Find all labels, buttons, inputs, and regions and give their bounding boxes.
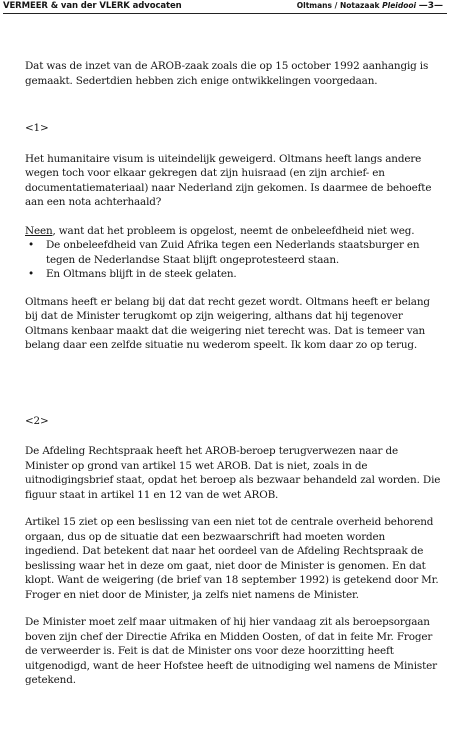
neen-underlined: Neen bbox=[25, 224, 53, 237]
paragraph-afdeling: De Afdeling Rechtspraak heeft het AROB-beroep terugverwezen naar de Minister op grond van artikel 15 wet AROB. Dat is niet, zoals in de uitnodigingsbrief staat, opdat het beroep als bezwaar behandeld zal worden. Die figuur staat in artikel 11 en 12 van de wet AROB. bbox=[25, 445, 441, 501]
bullet-icon: • bbox=[28, 268, 34, 280]
page-header bbox=[3, 1, 447, 13]
section-marker-2: <2> bbox=[25, 414, 49, 427]
paragraph-minister: De Minister moet zelf maar uitmaken of hij hier vandaag zit als beroepsorgaan boven zijn chef der Directie Afrika en Midden Oosten, of dat in feite Mr. Froger de verweerder is. Feit is dat de Minister ons voor deze hoorzitting heeft uitgenodigd, want de heer Hofstee heeft de uitnodiging wel namens de Minister getekend. bbox=[25, 616, 437, 686]
bullet-list bbox=[25, 238, 442, 282]
case-name: Oltmans / Notazaak bbox=[296, 1, 380, 10]
header-rule bbox=[3, 13, 447, 14]
neen-rest: , want dat het probleem is opgelost, neemt de onbeleefdheid niet weg. bbox=[52, 224, 415, 237]
document-type: Pleidooi bbox=[382, 1, 417, 10]
list-item: • De onbeleefdheid van Zuid Afrika tegen een Nederlands staatsburger en tegen de Nederlandse Staat blijft ongeprotesteerd staan. bbox=[28, 239, 420, 266]
header-case-info bbox=[297, 1, 443, 11]
section-marker-1: <1> bbox=[25, 122, 49, 134]
list-item: • En Oltmans blijft in de steek gelaten. bbox=[28, 268, 237, 280]
paragraph-intro: Dat was de inzet van de AROB-zaak zoals die op 15 october 1992 aanhangig is gemaakt. Sedertdien hebben zich enige ontwikkelingen voorgedaan. bbox=[25, 60, 429, 87]
paragraph-neen bbox=[25, 224, 442, 239]
paragraph-artikel-15: Artikel 15 ziet op een beslissing van een niet tot de centrale overheid behorend orgaan, dus op de situatie dat een bezwaarschrift had moeten worden ingediend. Dat betekent dat naar het oordeel van de Afdeling Rechtspraak de beslissing waar het in deze om gaat, niet door de Minister is genomen. En dat klopt. Want de weigering (de brief van 18 september 1992) is getekend door Mr. Froger en niet door de Minister, ja zelfs niet namens de Minister. bbox=[25, 516, 439, 601]
document-body bbox=[25, 59, 442, 688]
page-number: —3— bbox=[418, 1, 443, 11]
paragraph-visum: Het humanitaire visum is uiteindelijk geweigerd. Oltmans heeft langs andere wegen toch voor elkaar gekregen dat zijn huisraad (en zijn archief- en documentatiemateriaal) naar Nederland zijn gekomen. Is daarmee de behoefte aan een nota achterhaald? bbox=[25, 152, 432, 208]
bullet-icon: • bbox=[28, 239, 34, 251]
firm-name: VERMEER & van der VLERK advocaten bbox=[3, 1, 182, 11]
paragraph-belang: Oltmans heeft er belang bij dat dat recht gezet wordt. Oltmans heeft er belang bij dat de Minister terugkomt op zijn weigering, althans dat hij tegenover Oltmans kenbaar maakt dat die weigering niet terecht was. Dat is temeer van belang daar een zelfde situatie nu wederom speelt. Ik kom daar zo op terug. bbox=[25, 295, 430, 351]
